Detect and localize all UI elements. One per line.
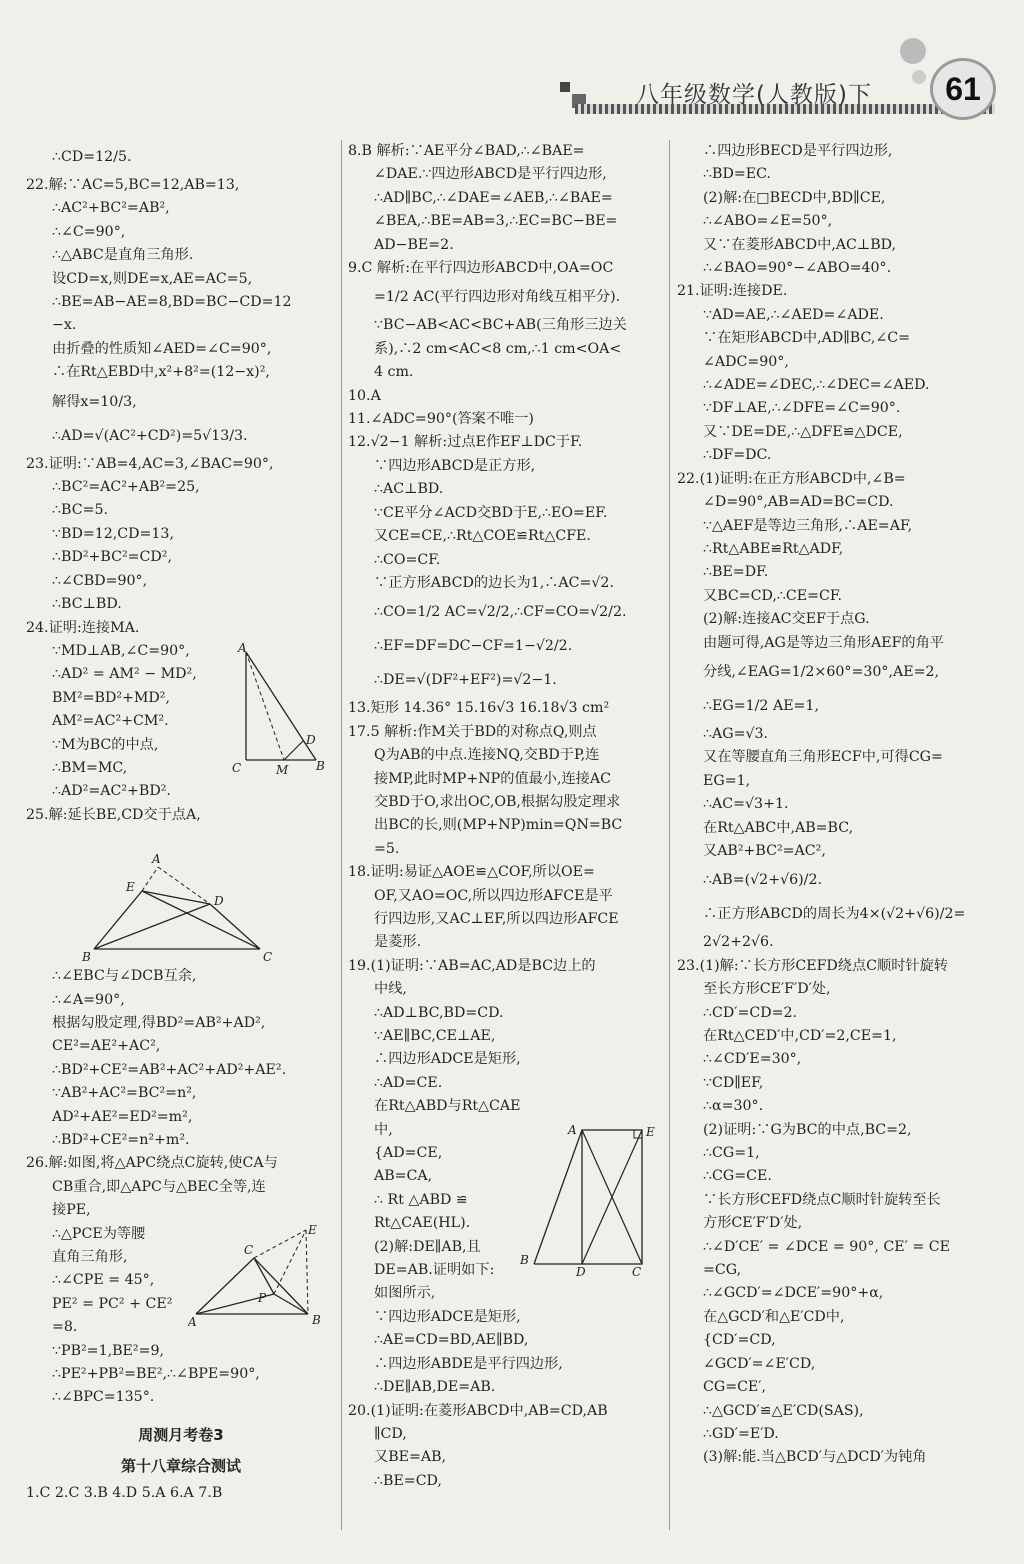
text-line: 又∵在菱形ABCD中,AC⊥BD,: [703, 236, 897, 253]
text-line: ∴∠GCD′=∠DCE′=90°+α,: [703, 1285, 884, 1302]
text-line: ∴CD=12/5.: [52, 149, 132, 165]
text-line: 出BC的长,则(MP+NP)min=QN=BC: [374, 817, 623, 834]
text-line: ∴DE=√(DF²+EF²)=√2−1.: [374, 672, 557, 689]
text-line: 在Rt△CED′中,CD′=2,CE=1,: [703, 1028, 897, 1044]
text-line: ∴DF=DC.: [703, 447, 772, 464]
text-line: ∴BE=CD,: [374, 1472, 442, 1489]
text-line: 是菱形.: [374, 934, 422, 951]
fig-line: [254, 1258, 308, 1314]
text-line: ∴∠ABO=∠E=50°,: [703, 213, 833, 230]
text-line: ∵长方形CEFD绕点C顺时针旋转至长: [703, 1191, 941, 1208]
book-title: 八年级数学(人教版)下: [636, 82, 872, 108]
text-line: =8.: [52, 1319, 78, 1336]
fig-label: A: [238, 641, 247, 655]
decor-square: [560, 82, 570, 92]
text-line: (3)解:能.当△BCD′与△DCD′为钝角: [703, 1449, 927, 1466]
fig-dashed-line: [274, 1230, 306, 1294]
text-line: CG=CE′,: [703, 1379, 767, 1396]
text-line: ∴CG=CE.: [703, 1168, 772, 1185]
text-line: 由折叠的性质知∠AED=∠C=90°,: [52, 340, 272, 357]
choice-answers: 1.C 2.C 3.B 4.D 5.A 6.A 7.B: [26, 1484, 223, 1501]
fig-label: A: [568, 1123, 577, 1137]
text-line: ∴EG=1/2 AE=1,: [703, 697, 819, 714]
text-line: 23.(1)解:∵长方形CEFD绕点C顺时针旋转: [677, 957, 948, 974]
text-line: DE=AB.证明如下:: [374, 1262, 495, 1279]
text-line: 11.∠ADC=90°(答案不唯一): [348, 411, 534, 428]
text-line: ∵PB²=1,BE²=9,: [52, 1342, 165, 1359]
fig-label: P: [258, 1291, 267, 1305]
fig-label: E: [126, 880, 135, 894]
text-line: 23.证明:∵AB=4,AC=3,∠BAC=90°,: [26, 455, 274, 472]
text-line: 直角三角形,: [52, 1249, 128, 1266]
text-line: ∵BC−AB<AC<BC+AB(三角形三边关: [374, 317, 627, 334]
text-line: Q为AB的中点.连接NQ,交BD于P,连: [374, 747, 600, 764]
text-line: BM²=BD²+MD²,: [52, 689, 171, 706]
fig-label: E: [308, 1223, 317, 1237]
column-divider: [669, 140, 670, 1530]
text-line: ∵AB²+AC²=BC²=n²,: [52, 1085, 197, 1102]
text-line: ∴Rt△ABE≌Rt△ADF,: [703, 540, 844, 557]
text-line: 8.B 解析:∵AE平分∠BAD,∴∠BAE=: [348, 143, 585, 159]
text-line: 根据勾股定理,得BD²=AB²+AD²,: [52, 1014, 266, 1031]
decor-ball: [900, 38, 926, 64]
text-line: ∴∠BPC=135°.: [52, 1389, 155, 1406]
fig-label: A: [188, 1315, 197, 1329]
text-line: 2√2+2√6.: [703, 934, 774, 951]
fig-line: [142, 891, 260, 949]
text-line: ∴ Rt △ABD ≌: [374, 1191, 468, 1208]
text-line: (2)解:DE∥AB,且: [374, 1238, 481, 1255]
fig-label: C: [263, 950, 273, 964]
text-line: ∴CO=1/2 AC=√2/2,∴CF=CO=√2/2.: [374, 604, 627, 621]
text-line: ∴∠C=90°,: [52, 223, 126, 240]
text-line: ∴BE=DF.: [703, 564, 769, 581]
fig-label: E: [646, 1125, 655, 1139]
text-line: ∵四边形ADCE是矩形,: [374, 1308, 521, 1325]
text-line: ∴BD²+BC²=CD²,: [52, 549, 172, 566]
text-line: ∴BE=AB−AE=8,BD=BC−CD=12: [52, 294, 292, 311]
text-line: ∴AC⊥BD.: [374, 481, 444, 498]
text-line: (2)证明:∵G为BC的中点,BC=2,: [703, 1121, 912, 1138]
section-subtitle: 第十八章综合测试: [120, 1456, 241, 1475]
fig-label: A: [152, 852, 161, 866]
text-line: ∴∠A=90°,: [52, 991, 125, 1008]
fig-line: [210, 904, 260, 949]
page-header: [0, 0, 1024, 140]
fig-label: D: [576, 1265, 586, 1278]
text-line: ∴四边形ADCE是矩形,: [374, 1051, 521, 1068]
text-line: EG=1,: [703, 772, 751, 789]
text-line: ∵AD=AE,∴∠AED=∠ADE.: [703, 306, 884, 323]
text-line: (2)解:在□BECD中,BD∥CE,: [703, 189, 886, 206]
fig-dashed-line: [306, 1230, 308, 1314]
figure-26: [188, 1220, 330, 1332]
text-line: ∵MD⊥AB,∠C=90°,: [52, 642, 190, 659]
text-line: 9.C 解析:在平行四边形ABCD中,OA=OC: [348, 260, 614, 277]
text-line: 系),∴2 cm<AC<8 cm,∴1 cm<OA<: [374, 340, 622, 357]
text-line: OF,又AO=OC,所以四边形AFCE是平: [374, 887, 613, 904]
text-line: 又BC=CD,∴CE=CF.: [703, 587, 842, 604]
text-line: ∴BD²+CE²=AB²+AC²+AD²+AE².: [52, 1061, 287, 1078]
text-line: 又∵DE=DE,∴△DFE≌△DCE,: [703, 423, 903, 440]
text-line: ∵M为BC的中点,: [52, 736, 159, 753]
text-line: {AD=CE,: [374, 1145, 443, 1162]
text-line: 由题可得,AG是等边三角形AEF的角平: [703, 634, 944, 651]
spacer: [26, 1410, 336, 1420]
text-line: ∠ADC=90°,: [703, 353, 789, 370]
text-line: CB重合,即△APC与△BEC全等,连: [52, 1178, 266, 1195]
answer-column-3: [677, 140, 997, 1470]
text-line: PE² = PC² + CE²: [52, 1295, 173, 1312]
text-line: ∵四边形ABCD是正方形,: [374, 457, 536, 474]
text-line: ∴正方形ABCD的周长为4×(√2+√6)/2=: [703, 906, 966, 923]
fig-label: M: [276, 763, 289, 775]
text-line: 交BD于O,求出OC,OB,根据勾股定理求: [374, 793, 621, 810]
text-line: 如图所示,: [374, 1285, 436, 1302]
text-line: {CD′=CD,: [703, 1332, 776, 1349]
text-line: ∴CG=1,: [703, 1145, 760, 1162]
text-line: 行四边形,又AC⊥EF,所以四边形AFCE: [374, 910, 619, 927]
text-line: ∴△ABC是直角三角形.: [52, 247, 194, 264]
text-line: ∵AE∥BC,CE⊥AE,: [374, 1028, 496, 1044]
text-line: 21.证明:连接DE.: [677, 283, 788, 300]
text-line: 4 cm.: [374, 364, 414, 381]
text-line: 20.(1)证明:在菱形ABCD中,AB=CD,AB: [348, 1402, 608, 1419]
fig-line: [196, 1258, 254, 1314]
text-line: ∴BD²+CE²=n²+m².: [52, 1132, 190, 1148]
fig-line: [142, 891, 210, 904]
text-line: −x.: [52, 317, 77, 334]
text-line: ∴α=30°.: [703, 1098, 764, 1115]
text-line: ∴四边形ABDE是平行四边形,: [374, 1355, 563, 1372]
text-line: 至长方形CE′F′D′处,: [703, 981, 831, 998]
fig-label: D: [214, 894, 224, 908]
text-line: AD−BE=2.: [374, 236, 454, 253]
text-line: ∴CD′=CD=2.: [703, 1004, 798, 1021]
text-line: AM²=AC²+CM².: [52, 713, 169, 730]
text-line: 10.A: [348, 387, 381, 404]
answer-column-2: [348, 140, 660, 1493]
text-line: 18.证明:易证△AOE≌△COF,所以OE=: [348, 864, 595, 881]
text-line: 又在等腰直角三角形ECF中,可得CG=: [703, 749, 943, 766]
fig-label: B: [312, 1313, 321, 1327]
fig-line: [284, 741, 303, 760]
figure-24: [226, 640, 336, 775]
fig-label: B: [316, 759, 325, 773]
text-line: ∠D=90°,AB=AD=BC=CD.: [703, 494, 894, 511]
text-line: 中,: [374, 1121, 393, 1138]
text-line: ∴BM=MC,: [52, 759, 128, 776]
text-line: 19.(1)证明:∵AB=AC,AD是BC边上的: [348, 957, 596, 974]
text-line: ∴AD² = AM² − MD²,: [52, 666, 197, 683]
text-line: ∴∠BAO=90°−∠ABO=40°.: [703, 260, 892, 277]
text-line: 解得x=10/3,: [52, 393, 137, 410]
fig-dashed-line: [254, 1230, 306, 1258]
text-line: ∴AD⊥BC,BD=CD.: [374, 1004, 504, 1021]
text-line: 接MP,此时MP+NP的值最小,连接AC: [374, 770, 611, 787]
text-line: 中线,: [374, 981, 407, 998]
page-number: 61: [930, 58, 996, 120]
fig-label: C: [244, 1243, 254, 1257]
fig-line: [534, 1130, 582, 1264]
fig-label: C: [632, 1265, 642, 1278]
text-line: CE²=AE²+AC²,: [52, 1038, 161, 1055]
text-line: AB=CA,: [374, 1168, 433, 1185]
text-line: ∵CD∥EF,: [703, 1074, 764, 1091]
text-line: 分线,∠EAG=1/2×60°=30°,AE=2,: [703, 663, 940, 680]
text-line: ∵CE平分∠ACD交BD于E,∴EO=EF.: [374, 504, 608, 521]
text-line: ∥CD,: [374, 1425, 407, 1442]
figure-19: [510, 1118, 660, 1278]
text-line: ∴AB=(√2+√6)/2.: [703, 872, 822, 889]
text-line: =5.: [374, 840, 400, 857]
fig-label: B: [520, 1253, 529, 1267]
text-line: ∴∠D′CE′ = ∠DCE = 90°, CE′ = CE: [703, 1238, 950, 1255]
text-line: ∴在Rt△EBD中,x²+8²=(12−x)²,: [52, 364, 270, 381]
text-line: ∴四边形BECD是平行四边形,: [703, 143, 893, 159]
text-line: 方形CE′F′D′处,: [703, 1215, 803, 1232]
fig-label: D: [306, 733, 316, 747]
text-line: 在Rt△ABD与Rt△CAE: [374, 1098, 521, 1115]
text-line: ∴EF=DF=DC−CF=1−√2/2.: [374, 638, 573, 655]
text-line: ∴BC=5.: [52, 502, 108, 519]
text-line: ∴AD∥BC,∴∠DAE=∠AEB,∴∠BAE=: [374, 189, 613, 206]
text-line: ∴△GCD′≌△E′CD(SAS),: [703, 1402, 864, 1419]
text-line: ∴∠EBC与∠DCB互余,: [52, 968, 197, 985]
text-line: 17.5 解析:作M关于BD的对称点Q,则点: [348, 723, 597, 740]
text-line: ∴BC²=AC²+AB²=25,: [52, 479, 200, 496]
text-line: 12.√2−1 解析:过点E作EF⊥DC于F.: [348, 434, 583, 451]
text-line: ∠DAE.∵四边形ABCD是平行四边形,: [374, 166, 607, 183]
fig-dashed-line: [142, 867, 158, 891]
text-line: ∴AD=√(AC²+CD²)=5√13/3.: [52, 427, 248, 444]
text-line: 24.证明:连接MA.: [26, 619, 140, 636]
fig-label: C: [232, 761, 242, 775]
text-line: ∴GD′=E′D.: [703, 1425, 779, 1442]
text-line: 22.解:∵AC=5,BC=12,AB=13,: [26, 177, 240, 193]
fig-line: [94, 904, 210, 949]
text-line: Rt△CAE(HL).: [374, 1215, 471, 1232]
text-line: ∴DE∥AB,DE=AB.: [374, 1379, 496, 1396]
text-line: 设CD=x,则DE=x,AE=AC=5,: [52, 270, 253, 287]
text-line: 接PE,: [52, 1202, 91, 1219]
text-line: ∴AD²=AC²+BD².: [52, 783, 171, 800]
text-line: ∴∠CPE = 45°,: [52, 1272, 155, 1289]
text-line: ∵正方形ABCD的边长为1,∴AC=√2.: [374, 574, 614, 591]
text-line: AD²+AE²=ED²=m²,: [52, 1108, 193, 1125]
text-line: ∵BD=12,CD=13,: [52, 525, 174, 542]
column-divider: [341, 140, 342, 1530]
text-line: 又BE=AB,: [374, 1449, 447, 1466]
fig-dashed-line: [246, 652, 284, 760]
text-line: 22.(1)证明:在正方形ABCD中,∠B=: [677, 470, 906, 487]
text-line: 又AB²+BC²=AC²,: [703, 842, 826, 859]
text-line: ∴BC⊥BD.: [52, 596, 122, 613]
text-line: 在Rt△ABC中,AB=BC,: [703, 819, 854, 836]
text-line: (2)解:连接AC交EF于点G.: [703, 611, 870, 628]
text-line: ∴AC²+BC²=AB²,: [52, 200, 170, 217]
text-line: =1/2 AC(平行四边形对角线互相平分).: [374, 289, 621, 306]
fig-label: B: [82, 950, 91, 964]
text-line: ∴∠ADE=∠DEC,∴∠DEC=∠AED.: [703, 377, 930, 394]
text-line: ∴CO=CF.: [374, 551, 441, 568]
text-line: ∠GCD′=∠E′CD,: [703, 1355, 816, 1372]
text-line: ∴BD=EC.: [703, 166, 771, 183]
text-line: ∴PE²+PB²=BE²,∴∠BPE=90°,: [52, 1366, 260, 1383]
text-line: ∴AE=CD=BD,AE∥BD,: [374, 1332, 529, 1349]
text-line: 25.解:延长BE,CD交于点A,: [26, 806, 201, 823]
text-line: ∵在矩形ABCD中,AD∥BC,∠C=: [703, 330, 910, 347]
text-line: ∵DF⊥AE,∴∠DFE=∠C=90°.: [703, 400, 901, 417]
text-line: ∴∠CD′E=30°,: [703, 1051, 802, 1068]
text-line: ∴AG=√3.: [703, 725, 769, 742]
text-line: ∴AD=CE.: [374, 1074, 443, 1091]
text-line: 13.矩形 14.36° 15.16√3 16.18√3 cm²: [348, 700, 610, 717]
section-title: 周测月考卷3: [138, 1425, 224, 1444]
text-line: 26.解:如图,将△APC绕点C旋转,使CA与: [26, 1155, 278, 1172]
text-line: 又CE=CE,∴Rt△COE≌Rt△CFE.: [374, 528, 591, 545]
text-line: ∴∠CBD=90°,: [52, 572, 148, 589]
text-line: ∴△PCE为等腰: [52, 1225, 146, 1242]
text-line: =CG,: [703, 1262, 742, 1279]
text-line: ∵△AEF是等边三角形,∴AE=AF,: [703, 517, 913, 534]
decor-ball: [912, 70, 926, 84]
figure-25: [80, 845, 280, 970]
text-line: 在△GCD′和△E′CD中,: [703, 1308, 845, 1325]
text-line: ∠BEA,∴BE=AB=3,∴EC=BC−BE=: [374, 213, 618, 230]
text-line: ∴AC=√3+1.: [703, 796, 789, 813]
